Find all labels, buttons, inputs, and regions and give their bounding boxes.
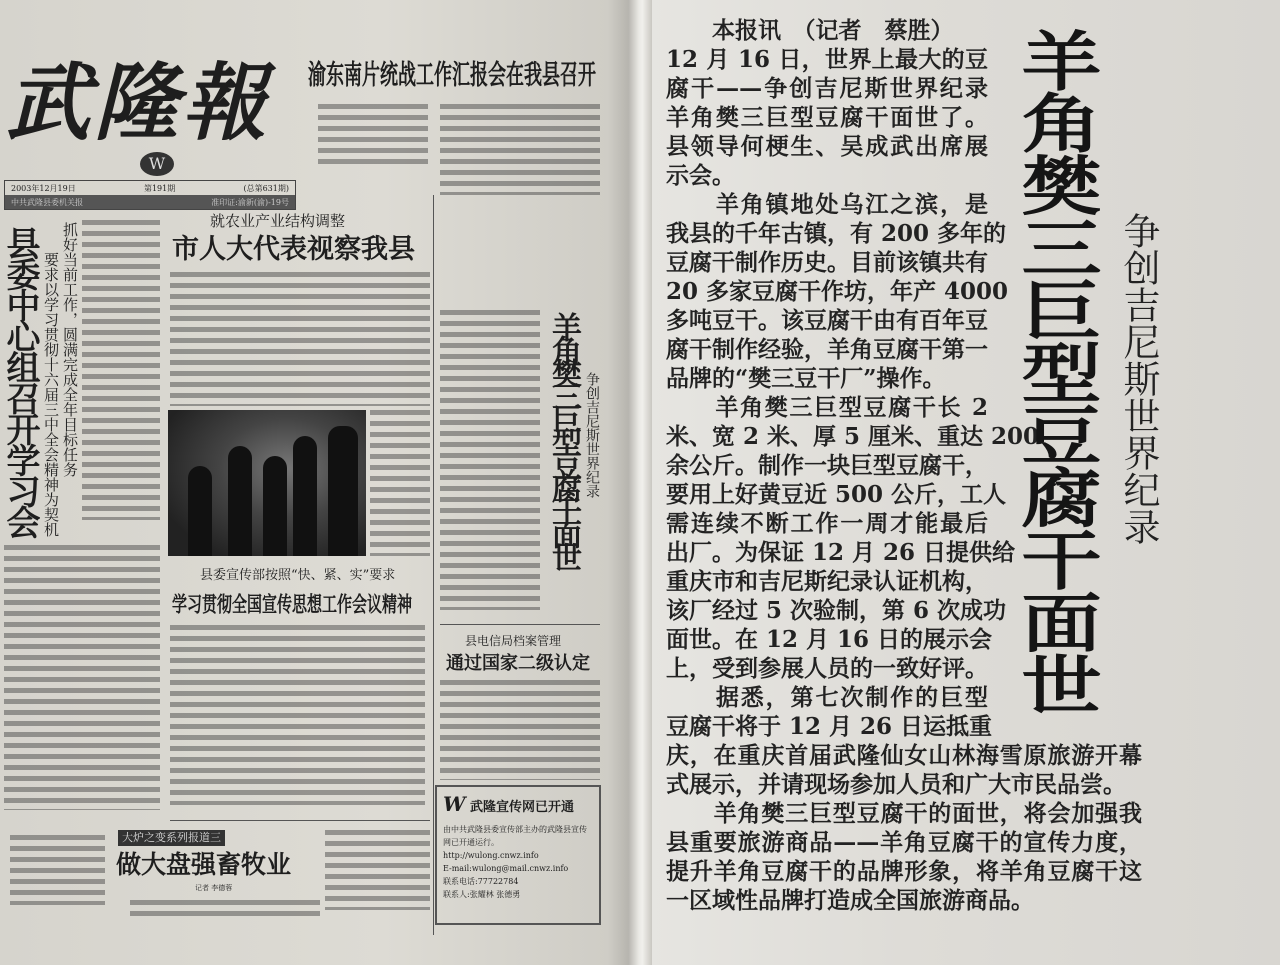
ad-text: 由中共武隆县委宣传部主办的武隆县宣传网已开通运行。 <box>443 825 587 847</box>
article-line: 多吨豆干。该豆腐干由有百年豆 <box>666 307 988 334</box>
ad-contact: 联系人:张耀林 张德勇 <box>443 890 521 899</box>
column-rule <box>433 195 434 935</box>
article-line: 一区域性品牌打造成全国旅游商品。 <box>666 887 1034 914</box>
article-line: 式展示，并请现场参加人员和广大市民品尝。 <box>666 771 1126 798</box>
divider <box>440 624 600 625</box>
article-line: 余公斤。制作一块巨型豆腐干， <box>666 452 988 479</box>
tofu-story-headline: 羊角樊三巨型豆腐干面世 <box>546 312 581 565</box>
telecom-kicker: 县电信局档案管理 <box>465 634 562 648</box>
text-block <box>318 104 428 170</box>
article-line: 县重要旅游商品——羊角豆腐干的宣传力度， <box>666 829 1142 856</box>
article-line: 羊角樊三巨型豆腐干面世了。 <box>666 104 988 131</box>
article-line: 出厂。为保证 12 月 26 日提供给 <box>666 539 1016 566</box>
article-subheadline: 争创吉尼斯世界纪录 <box>1117 212 1160 545</box>
text-block <box>170 625 425 805</box>
center-story-kicker: 就农业产业结构调整 <box>210 212 346 230</box>
article-headline: 羊角樊三巨型豆腐干面世 <box>1008 28 1101 715</box>
permit: 准印证:渝新(渝)-19号 <box>211 198 289 207</box>
masthead: 武隆報 <box>6 53 271 152</box>
issue-number: 第191期 <box>143 184 176 193</box>
left-story-headline: 县委中心组召开学习会 <box>0 226 40 536</box>
text-block <box>440 310 540 610</box>
center-story-headline: 市人大代表视察我县 <box>172 234 415 265</box>
ad-logo-icon: W <box>443 792 466 816</box>
text-block <box>440 104 600 195</box>
ad-phone: 联系电话:77722784 <box>443 877 519 886</box>
article-line: 12 月 16 日，世界上最大的豆 <box>666 46 988 73</box>
website-ad-box <box>435 785 601 925</box>
article-line: 羊角镇地处乌江之滨，是 <box>666 191 988 218</box>
article-line: 县领导何梗生、吴成武出席展 <box>666 133 988 160</box>
news-photo <box>168 410 366 556</box>
ad-email[interactable]: E-mail:wulong@mail.cnwz.info <box>443 864 569 873</box>
bottom-headline: 做大盘强畜牧业 <box>116 850 292 879</box>
ad-title: 武隆宣传网已开通 <box>470 800 575 815</box>
text-block <box>82 220 160 520</box>
article-line: 豆腐干制作历史。目前该镇共有 <box>666 249 988 276</box>
publisher: 中共武隆县委机关报 <box>11 198 83 207</box>
text-block <box>440 680 600 780</box>
article-line: 腐干制作经验，羊角豆腐干第一 <box>666 336 988 363</box>
article-line: 面世。在 12 月 16 日的展示会 <box>666 626 993 653</box>
article-line: 我县的千年古镇，有 200 多年的 <box>666 220 1007 247</box>
text-block <box>325 830 430 910</box>
left-story-subhead: 抓好当前工作，圆满完成全年目标任务 <box>61 222 79 477</box>
issue-date: 2003年12月19日 <box>11 184 76 193</box>
propaganda-headline: 学习贯彻全国宣传思想工作会议精神 <box>172 592 413 618</box>
article-line: 重庆市和吉尼斯纪录认证机构， <box>666 568 988 595</box>
text-block <box>170 272 430 406</box>
article-line: 示会。 <box>666 162 735 189</box>
left-story-subhead: 要求以学习贯彻十六届三中全会精神为契机 <box>42 252 60 537</box>
article-line: 腐干——争创吉尼斯世界纪录 <box>666 75 988 102</box>
article-line: 本报讯 （记者 蔡胜） <box>666 17 954 44</box>
article-line: 提升羊角豆腐干的品牌形象，将羊角豆腐干这 <box>666 858 1142 885</box>
text-block <box>10 835 105 905</box>
article-line: 要用上好黄豆近 500 公斤，工人 <box>666 481 1007 508</box>
ad-url[interactable]: http://wulong.cnwz.info <box>443 851 539 860</box>
tofu-story-subhead: 争创吉尼斯世界纪录 <box>584 372 600 498</box>
article-line: 20 多家豆腐干作坊，年产 4000 <box>666 278 1009 305</box>
newspaper-logo-icon: W <box>140 152 174 176</box>
article-line: 豆腐干将于 12 月 26 日运抵重 <box>666 713 993 740</box>
text-block <box>130 900 320 916</box>
article-line: 该厂经过 5 次验制，第 6 次成功 <box>666 597 1007 624</box>
telecom-headline: 通过国家二级认定 <box>446 653 590 674</box>
page-gutter <box>628 0 652 965</box>
article-line: 羊角樊三巨型豆腐干长 2 <box>666 394 988 421</box>
article-line: 需连续不断工作一周才能最后 <box>666 510 988 537</box>
text-block <box>370 410 430 556</box>
date-bar <box>4 180 296 210</box>
article-line: 庆，在重庆首届武隆仙女山林海雪原旅游开幕 <box>666 742 1142 769</box>
series-tag: 大炉之变系列报道三 <box>118 830 225 846</box>
top-headline: 渝东南片统战工作汇报会在我县召开 <box>308 60 596 92</box>
total-issue: (总第631期) <box>243 184 289 193</box>
divider <box>170 820 430 821</box>
article-line: 上，受到参展人员的一致好评。 <box>666 655 988 682</box>
article-line: 品牌的“樊三豆干厂”操作。 <box>666 365 946 392</box>
bottom-byline: 记者 李德蓉 <box>195 884 233 892</box>
text-block <box>4 545 160 810</box>
article-line: 据悉，第七次制作的巨型 <box>666 684 988 711</box>
article-line: 米、宽 2 米、厚 5 厘米、重达 200 <box>666 423 1040 450</box>
propaganda-kicker: 县委宣传部按照“快、紧、实”要求 <box>200 568 396 583</box>
article-line: 羊角樊三巨型豆腐干的面世，将会加强我 <box>666 800 1142 827</box>
